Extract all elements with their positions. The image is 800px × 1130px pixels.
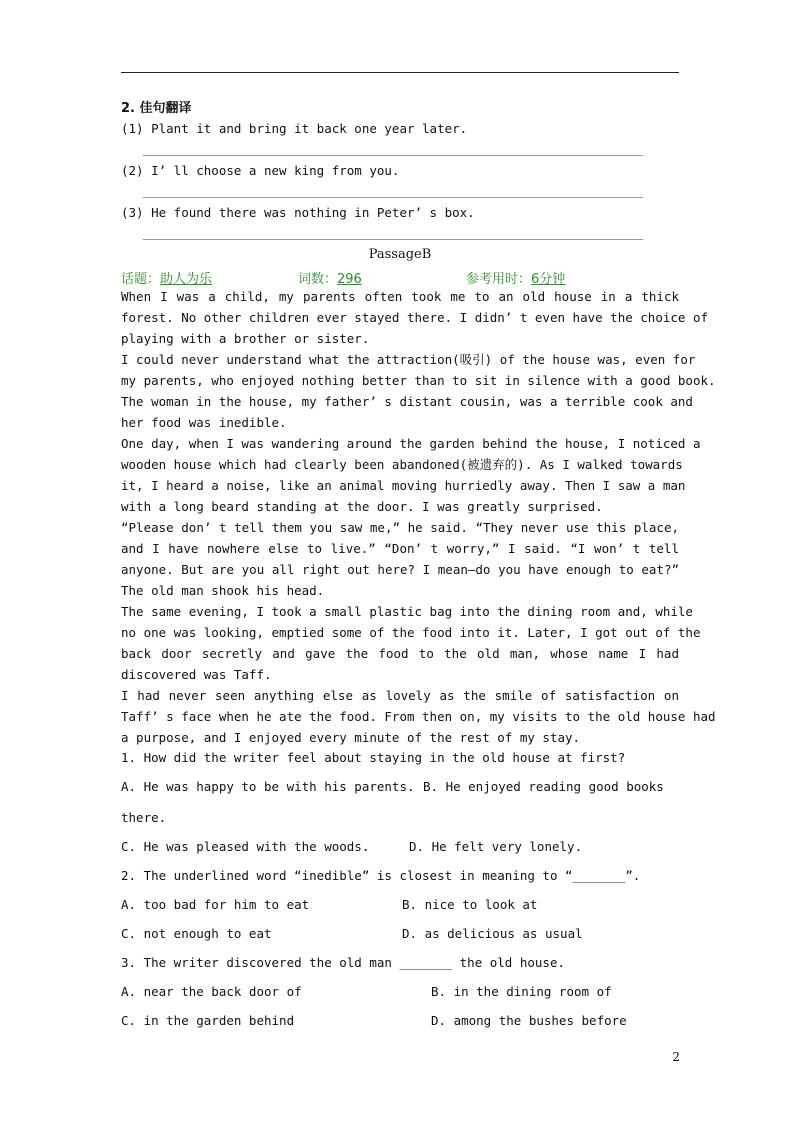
word-count-value: 296 — [337, 272, 362, 287]
q3-option-a[interactable]: A. near the back door of — [121, 984, 302, 999]
passage-line: The woman in the house, my father’ s distant cousin, was a terrible cook and — [121, 394, 693, 409]
q3-option-b[interactable]: B. in the dining room of — [431, 984, 612, 999]
passage-line: “Please don’ t tell them you saw me,” he said. “They never use this place, — [121, 520, 679, 535]
passage-line: it, I heard a noise, like an animal moving hurriedly away. Then I saw a man — [121, 478, 686, 493]
passage-line: no one was looking, emptied some of the food into it. Later, I got out of the — [121, 625, 701, 640]
q1-option-c[interactable]: C. He was pleased with the woods. — [121, 839, 370, 854]
passage-line: When I was a child, my parents often took me to an old house in a thick — [121, 289, 679, 304]
topic-meta — [121, 268, 212, 287]
passage-line: back door secretly and gave the food to the old man, whose name I had — [121, 646, 679, 661]
topic-value: 助人为乐 — [160, 272, 213, 287]
passage-line: I could never understand what the attraction(吸引) of the house was, even for — [121, 352, 696, 367]
question-1-stem: 1. How did the writer feel about staying in the old house at first? — [121, 750, 626, 765]
passage-line: discovered was Taff. — [121, 667, 272, 682]
q2-option-b[interactable]: B. nice to look at — [402, 897, 538, 912]
passage-line: playing with a brother or sister. — [121, 331, 370, 346]
time-meta — [466, 268, 565, 287]
passage-line: Taff’ s face when he ate the food. From then on, my visits to the old house had — [121, 709, 716, 724]
question-2-stem: 2. The underlined word “inedible” is closest in meaning to “_______”. — [121, 868, 641, 883]
answer-blank-2[interactable] — [143, 197, 643, 198]
time-value: 6分钟 — [531, 272, 566, 287]
passage-line: my parents, who enjoyed nothing better than to sit in silence with a good book. — [121, 373, 716, 388]
header-rule — [121, 72, 679, 73]
translation-heading: 2. 佳句翻译 — [121, 101, 192, 116]
page-number: 2 — [672, 1050, 680, 1064]
passage-line: The old man shook his head. — [121, 583, 325, 598]
passage-line: with a long beard standing at the door. I was greatly surprised. — [121, 499, 603, 514]
translation-item-2: (2) I’ ll choose a new king from you. — [121, 163, 400, 178]
question-3-stem: 3. The writer discovered the old man _______ the old house. — [121, 955, 566, 970]
translation-item-3: (3) He found there was nothing in Peter’ s box. — [121, 205, 475, 220]
passage-title: PassageB — [368, 247, 432, 262]
answer-blank-1[interactable] — [143, 155, 643, 156]
q1-option-b-continued: there. — [121, 810, 167, 825]
q2-option-d[interactable]: D. as delicious as usual — [402, 926, 583, 941]
topic-label: 话题： — [121, 272, 161, 287]
q3-option-c[interactable]: C. in the garden behind — [121, 1013, 295, 1028]
passage-line: forest. No other children ever stayed there. I didn’ t even have the choice of — [121, 310, 708, 325]
passage-line: and I have nowhere else to live.” “Don’ t worry,” I said. “I won’ t tell — [121, 541, 679, 556]
passage-line: anyone. But are you all right out here? I mean—do you have enough to eat?” — [121, 562, 679, 577]
time-label: 参考用时： — [466, 272, 532, 287]
q3-option-d[interactable]: D. among the bushes before — [431, 1013, 627, 1028]
passage-line: One day, when I was wandering around the garden behind the house, I noticed a — [121, 436, 701, 451]
q1-option-a[interactable]: A. He was happy to be with his parents. — [121, 779, 415, 794]
passage-line: a purpose, and I enjoyed every minute of the rest of my stay. — [121, 730, 581, 745]
q2-option-c[interactable]: C. not enough to eat — [121, 926, 272, 941]
passage-line: her food was inedible. — [121, 415, 287, 430]
passage-line: wooden house which had clearly been abandoned(被遗弃的). As I walked towards — [121, 457, 683, 472]
passage-line: I had never seen anything else as lovely as the smile of satisfaction on — [121, 688, 679, 703]
word-count-label: 词数： — [298, 272, 338, 287]
q1-option-d[interactable]: D. He felt very lonely. — [409, 839, 583, 854]
q1-option-b[interactable]: B. He enjoyed reading good books — [423, 779, 664, 794]
translation-item-1: (1) Plant it and bring it back one year later. — [121, 121, 468, 136]
answer-blank-3[interactable] — [143, 239, 643, 240]
q2-option-a[interactable]: A. too bad for him to eat — [121, 897, 310, 912]
word-count-meta — [298, 268, 362, 287]
passage-line: The same evening, I took a small plastic bag into the dining room and, while — [121, 604, 693, 619]
